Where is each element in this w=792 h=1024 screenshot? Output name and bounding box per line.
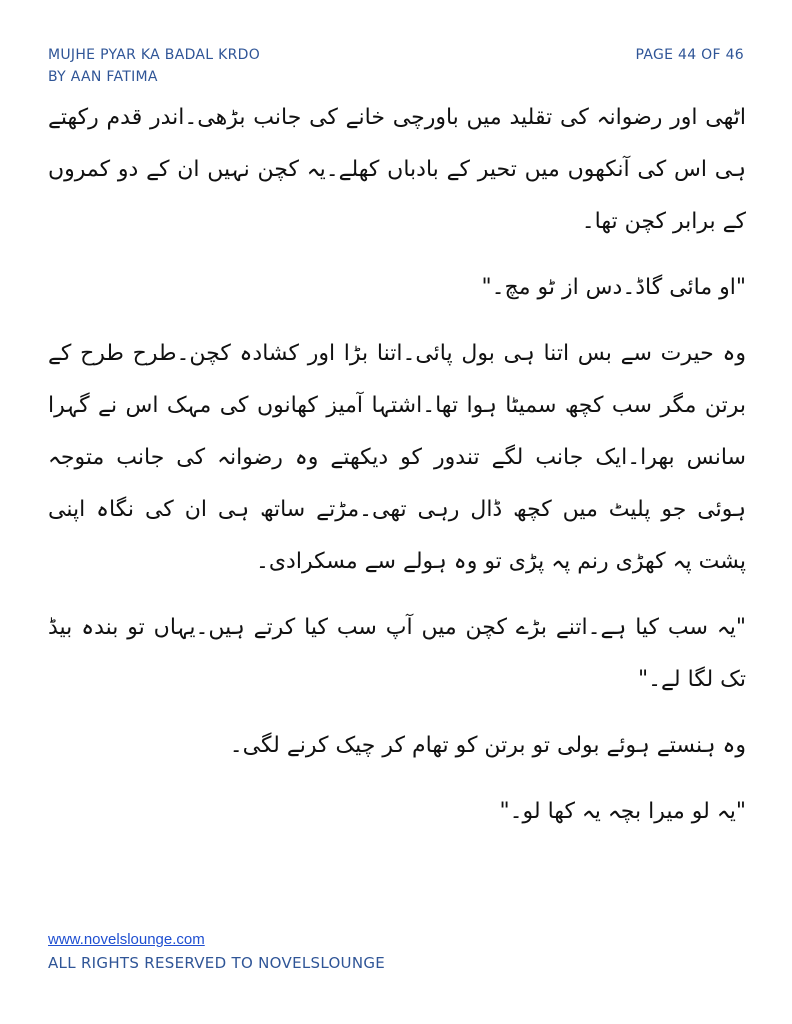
page-footer: [48, 930, 748, 974]
paragraph-4: "یہ سب کیا ہے۔اتنے بڑے کچن میں آپ سب کیا کرتے ہیں۔یہاں تو بندہ بیڈ تک لگا لے۔": [48, 615, 746, 692]
paragraph-1: اٹھی اور رضوانہ کی تقلید میں باورچی خانے کی جانب بڑھی۔اندر قدم رکھتے ہی اس کی آنکھوں میں تحیر کے بادباں کھلے۔یہ کچن نہیں ان کے دو کمروں کے برابر کچن تھا۔: [48, 105, 746, 234]
story-body: [48, 92, 746, 852]
rights-notice: ALL RIGHTS RESERVED TO NOVELSLOUNGE: [48, 954, 386, 972]
paragraph-2: "او مائی گاڈ۔دس از ٹو مچ۔": [481, 275, 746, 300]
novel-author: BY AAN FATIMA: [48, 69, 158, 85]
paragraph-3: وہ حیرت سے بس اتنا ہی بول پائی۔اتنا بڑا اور کشادہ کچن۔طرح طرح کے برتن مگر سب کچھ سمیٹا ہوا تھا۔اشتہا آمیز کھانوں کی مہک اس نے گہرا سانس بھرا۔ایک جانب لگے تندور کو دیکھتے وہ رضوانہ کی جانب متوجہ ہوئی جو پلیٹ میں کچھ ڈال رہی تھی۔مڑتے ساتھ ہی ان کی نگاہ اپنی پشت پہ کھڑی رنم پہ پڑی تو وہ ہولے سے مسکرادی۔: [48, 341, 746, 574]
novel-title: MUJHE PYAR KA BADAL KRDO: [48, 47, 261, 63]
paragraph-5: وہ ہنستے ہوئے بولی تو برتن کو تھام کر چیک کرنے لگی۔: [229, 733, 746, 758]
page-number: PAGE 44 OF 46: [635, 47, 744, 63]
paragraph-6: "یہ لو میرا بچہ یہ کھا لو۔": [499, 799, 746, 824]
website-link[interactable]: www.novelslounge.com: [48, 931, 205, 948]
